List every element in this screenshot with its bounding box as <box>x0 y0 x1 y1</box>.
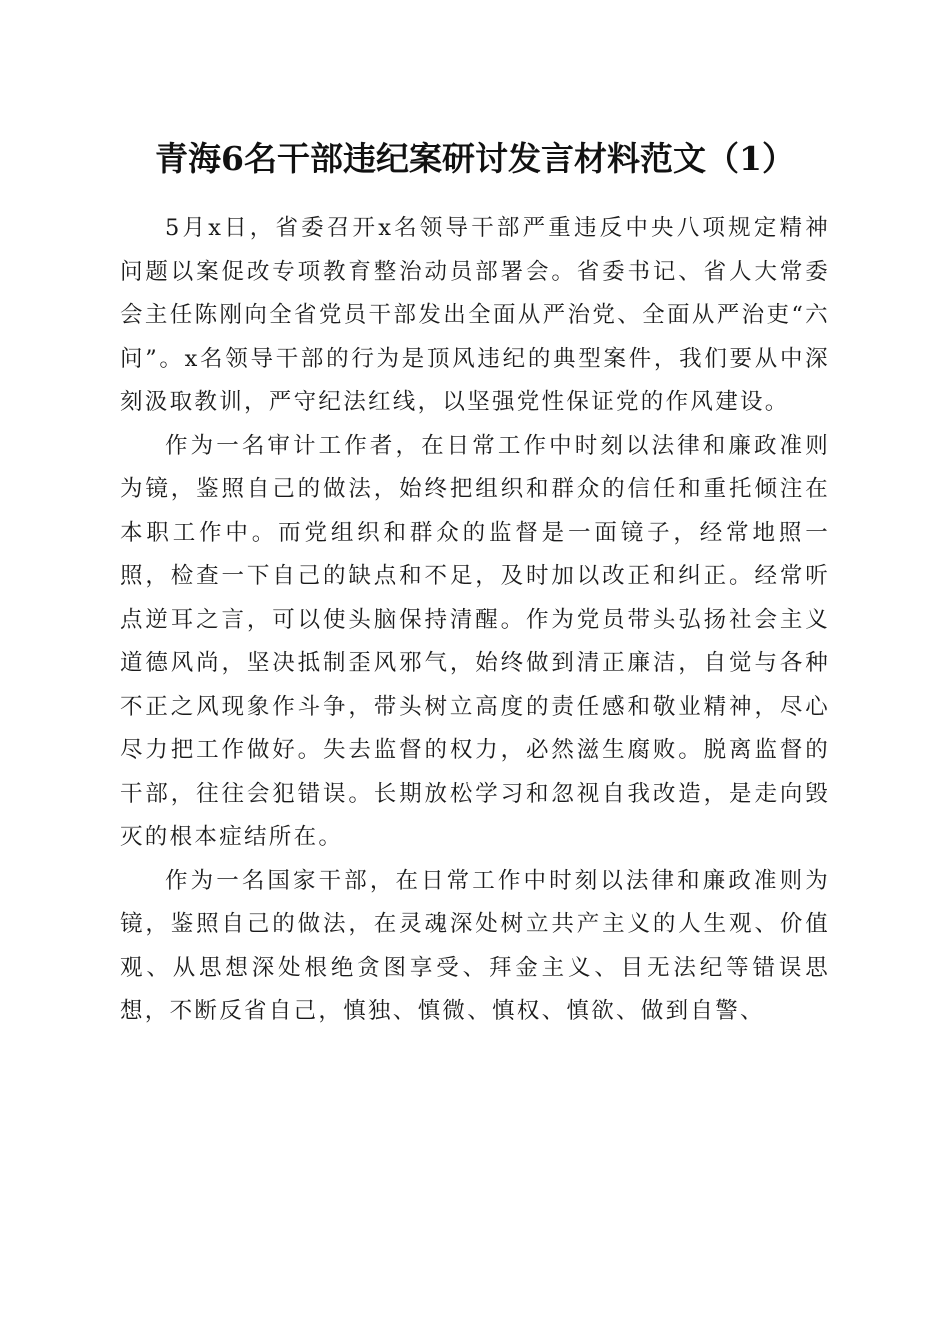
paragraph-2: 作为一名审计工作者，在日常工作中时刻以法律和廉政准则为镜，鉴照自己的做法，始终把组织和群众的信任和重托倾注在本职工作中。而党组织和群众的监督是一面镜子，经常地照一照，检查一下自己的缺点和不足，及时加以改正和纠正。经常听点逆耳之言，可以使头脑保持清醒。作为党员带头弘扬社会主义道德风尚，坚决抵制歪风邪气，始终做到清正廉洁，自觉与各种不正之风现象作斗争，带头树立高度的责任感和敬业精神，尽心尽力把工作做好。失去监督的权力，必然滋生腐败。脱离监督的干部，往往会犯错误。长期放松学习和忽视自我改造，是走向毁灭的根本症结所在。 <box>120 432 830 850</box>
document-title: 青海6名干部违纪案研讨发言材料范文（1） <box>155 139 795 178</box>
document-body <box>120 207 830 1034</box>
paragraph-1: 5月x日，省委召开x名领导干部严重违反中央八项规定精神问题以案促改专项教育整治动员部署会。省委书记、省人大常委会主任陈刚向全省党员干部发出全面从严治党、全面从严治吏“六问”。x名领导干部的行为是顶风违纪的典型案件，我们要从中深刻汲取教训，严守纪法红线，以坚强党性保证党的作风建设。 <box>120 215 830 415</box>
paragraph-3: 作为一名国家干部，在日常工作中时刻以法律和廉政准则为镜，鉴照自己的做法，在灵魂深处树立共产主义的人生观、价值观、从思想深处根绝贪图享受、拜金主义、目无法纪等错误思想，不断反省自己，慎独、慎微、慎权、慎欲、做到自警、 <box>120 867 830 1024</box>
